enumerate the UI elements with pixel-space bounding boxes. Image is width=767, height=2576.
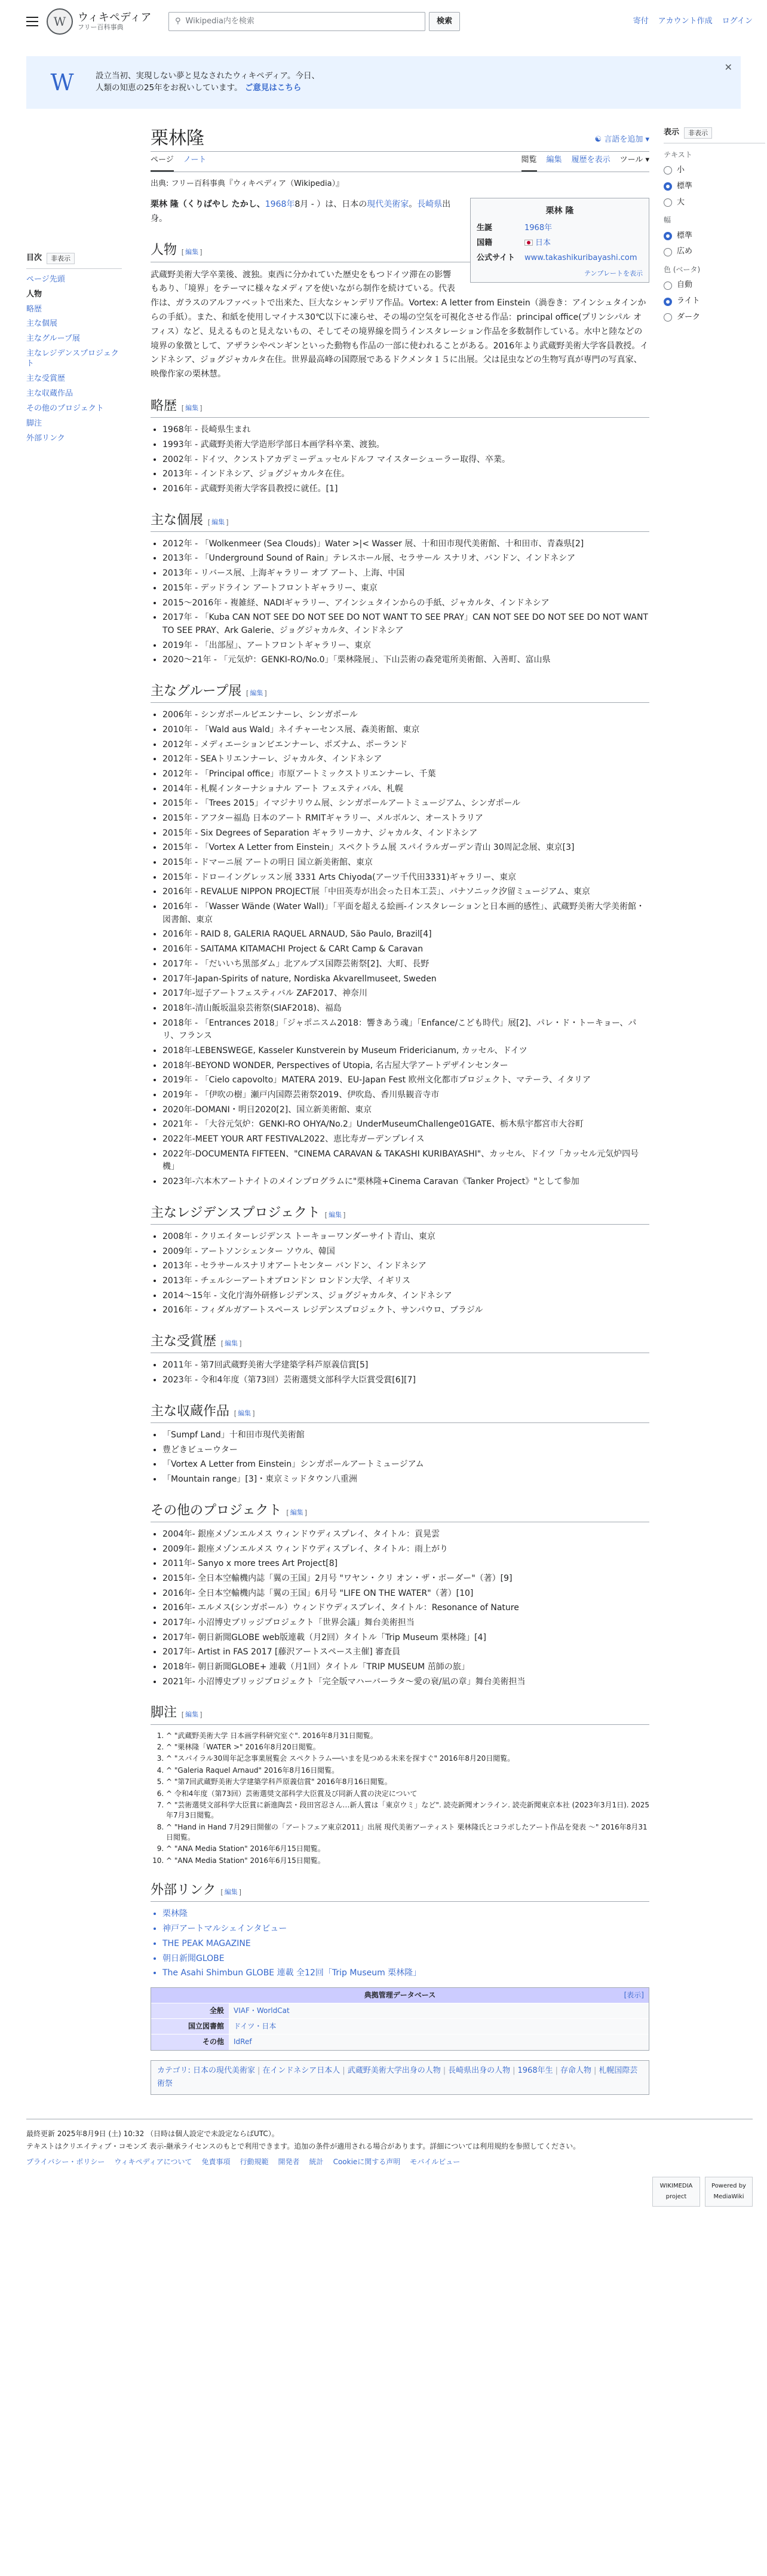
infobox-row: 生誕 1968年 xyxy=(477,224,553,233)
option-label: 標準 xyxy=(677,181,693,191)
list-item: • 2019年 - 「伊吹の樹」瀬戸内国際芸術祭2019、伊吹島、香川県観音寺市 xyxy=(162,1089,649,1102)
category-separator: | xyxy=(513,2066,516,2075)
list-item: • 2015年 - アフター福島 日本のアート RMITギャラリー、メルボルン、オーストラリア xyxy=(162,812,649,825)
edit-link[interactable]: 編集 xyxy=(290,1509,303,1516)
list-item: • 2015年 - Six Degrees of Separation ギャラリーカナ、ジャカルタ、インドネシア xyxy=(162,827,649,840)
group-list xyxy=(162,709,649,1189)
appearance-hide-button[interactable]: 非表示 xyxy=(684,127,712,139)
tab-talk[interactable]: ノート xyxy=(183,155,207,165)
list-item: • 2010年 - 「Wald aus Wald」ネイチャーセンス展、森美術館、東京 xyxy=(162,724,649,737)
list-item: • 2012年 - SEAトリエンナーレ、ジャカルタ、インドネシア xyxy=(162,753,649,766)
logo-subtitle: フリー百科事典 xyxy=(78,23,124,32)
list-item: • 2006年 - シンガポールビエンナーレ、シンガポール xyxy=(162,709,649,722)
option-width[interactable] xyxy=(664,246,765,258)
toc-item[interactable]: 主な収蔵作品 xyxy=(26,388,73,398)
option-group-label: 色 (ベータ) xyxy=(664,265,701,274)
option-label: 小 xyxy=(677,165,685,175)
authority-toggle[interactable]: [表示] xyxy=(624,1990,644,1999)
section-title: 主なレジデンスプロジェクト xyxy=(151,1204,320,1220)
reference-item: 2. ^ "栗林隆「WATER >" 2016年8月20日閲覧。 xyxy=(166,1742,649,1752)
category-link[interactable]: 在インドネシア日本人 xyxy=(262,2066,340,2075)
edit-link[interactable]: 編集 xyxy=(225,1340,238,1348)
toc-item[interactable]: 主なグループ展 xyxy=(26,334,80,344)
edit-section-link[interactable]: [ 編集 ] xyxy=(208,518,229,526)
tab-edit[interactable]: 編集 xyxy=(546,155,562,165)
list-item: • 2019年 - 「Cielo capovolto」MATERA 2019、EU-Japan Fest 欧州文化都市プロジェクト、マテーラ、イタリア xyxy=(162,1074,649,1087)
radio-icon[interactable] xyxy=(664,282,672,290)
section-heading-group xyxy=(151,680,649,703)
category-link[interactable]: 武蔵野美術大学出身の人物 xyxy=(347,2066,441,2075)
edit-section-link[interactable]: [ 編集 ] xyxy=(182,404,203,412)
header xyxy=(0,0,767,43)
list-item: • 1993年 - 武蔵野美術大学造形学部日本画学科卒業、渡独。 xyxy=(162,439,649,452)
reference-item: 10. ^ "ANA Media Station" 2016年6月15日閲覧。 xyxy=(166,1856,649,1866)
list-item: • 2002年 - ドイツ、クンストアカデミーデュッセルドルフ マイスターシューラー取得、卒業。 xyxy=(162,454,649,467)
category-separator: | xyxy=(555,2066,558,2075)
search-form xyxy=(168,12,460,31)
list-item: • 2016年 - REVALUE NIPPON PROJECT展「中田英寿が出会った日本工芸」、パナソニック汐留ミュージアム、東京 xyxy=(162,886,649,899)
solo-list xyxy=(162,538,649,667)
infobox xyxy=(470,198,649,283)
list-item: • 2022年-DOCUMENTA FIFTEEN、"CINEMA CARAVAN & TAKASHI KURIBAYASHI"、カッセル、ドイツ「カッセル元気炉四号機」 xyxy=(162,1148,649,1174)
authority-value[interactable]: VIAF・WorldCat xyxy=(229,2003,649,2019)
toc-item[interactable]: 主な個展 xyxy=(26,319,58,329)
list-item: • 2016年 - SAITAMA KITAMACHI Project & CARt Camp & Caravan xyxy=(162,943,649,956)
list-item: • 2015～2016年 - 複雑経、NADIギャラリー、アインシュタインからの手紙、ジャカルタ、インドネシア xyxy=(162,597,649,610)
edit-link[interactable]: 編集 xyxy=(185,1711,199,1719)
collections-list xyxy=(162,1429,649,1486)
search-icon: ⚲ xyxy=(175,16,181,26)
toc-item[interactable]: 外部リンク xyxy=(26,433,65,443)
toc-item[interactable]: 主な受賞歴 xyxy=(26,374,66,384)
list-item: • 2017年- Artist in FAS 2017 [藤沢アートスペース主催] 審査員 xyxy=(162,1646,649,1659)
list-item: • 2008年 - クリエイターレジデンス トーキョーワンダーサイト青山、東京 xyxy=(162,1231,649,1244)
edit-section-link[interactable]: [ 編集 ] xyxy=(182,249,203,256)
tab-read[interactable]: 閲覧 xyxy=(521,154,537,172)
list-item[interactable]: • The Asahi Shimbun GLOBE 連載 全12回「Trip Museum 栗林隆」 xyxy=(162,1967,649,1980)
category-link[interactable]: 長崎県出身の人物 xyxy=(448,2066,511,2075)
appearance-title: 表示 xyxy=(664,128,680,137)
list-item: • 2021年 - 「大谷元気炉：GENKI-RO OHYA/No.2」UnderMuseumChallenge01GATE、栃木県宇都宮市大谷町 xyxy=(162,1118,649,1131)
notes-list xyxy=(166,1731,649,1867)
list-item: • 2016年 - フィダルガアートスペース レジデンスプロジェクト、サンパウロ、ブラジル xyxy=(162,1304,649,1317)
external-list xyxy=(162,1908,649,1980)
section-heading-awards xyxy=(151,1330,649,1353)
radio-icon[interactable] xyxy=(664,182,672,191)
section-heading-other xyxy=(151,1500,649,1522)
create-account-link[interactable]: アカウント作成 xyxy=(658,16,713,26)
list-item: • 2015年- 全日本空輸機内誌「翼の王国」2月号 "ワヤン・クリ オン・ザ・ボーダー"（著）[9] xyxy=(162,1572,649,1586)
banner-message: 設立当初、実現しない夢と見なされたウィキペディア。今日、 人類の知恵の25年をお祝いしています。 ご意見はこちら xyxy=(96,71,320,93)
infobox-title: 栗林 隆 xyxy=(545,206,574,216)
radio-icon[interactable] xyxy=(664,198,672,207)
list-item: • 2011年- Sanyo x more trees Art Project[8] xyxy=(162,1558,649,1571)
logo-title: ウィキペディア xyxy=(78,11,152,24)
reference-item: 7. ^ "芸術選奨文部科学大臣賞に新進陶芸・段田宮忍さん…新人賞は「東京ウミ」など". 読売新聞オンライン. 読売新聞東京本社 (2023年3月1日). 2025年7月3日閲覧。 xyxy=(166,1800,649,1821)
section-heading-notes xyxy=(151,1702,649,1724)
list-item[interactable]: • THE PEAK MAGAZINE xyxy=(162,1938,649,1951)
option-color[interactable] xyxy=(664,295,765,308)
section-heading-solo xyxy=(151,509,649,532)
reference-item: 9. ^ "ANA Media Station" 2016年6月15日閲覧。 xyxy=(166,1844,649,1854)
section-heading-history xyxy=(151,395,649,418)
list-item: • 2016年- エルメス(シンガポール）ウィンドウディスプレイ、タイトル：Resonance of Nature xyxy=(162,1602,649,1615)
category-link[interactable]: 存命人物 xyxy=(560,2066,591,2075)
section-title: 主な収蔵作品 xyxy=(151,1403,230,1418)
list-item: • 2016年 - RAID 8, GALERIA RAQUEL ARNAUD, São Paulo, Brazil[4] xyxy=(162,928,649,941)
list-item: • 2016年- 全日本空輸機内誌「翼の王国」6月号 "LIFE ON THE WATER"（著）[10] xyxy=(162,1587,649,1601)
footer-link[interactable]: プライバシー・ポリシー xyxy=(26,2158,105,2167)
option-group-label: テキスト xyxy=(664,150,692,159)
list-item: • 2015年 - デッドライン アートフロントギャラリー、東京 xyxy=(162,582,649,595)
edit-section-link[interactable]: [ 編集 ] xyxy=(220,1889,241,1896)
option-label: 自動 xyxy=(677,280,693,290)
list-item: • 2020年-DOMANI・明日2020[2]、国立新美術館、東京 xyxy=(162,1104,649,1117)
list-item: • 豊どきビューウター xyxy=(162,1444,649,1457)
tab-page[interactable]: ページ xyxy=(151,154,174,172)
toc-item[interactable]: 人物 xyxy=(26,289,42,299)
footer-link[interactable]: 免責事項 xyxy=(201,2158,231,2167)
section-title: 脚注 xyxy=(151,1705,177,1720)
list-item: • 2018年-BEYOND WONDER, Perspectives of Utopia, 名古屋大学アートデザインセンター xyxy=(162,1060,649,1073)
list-item: • 2021年- 小沼博史ブリッジプロジェクト「完全版マハーバーラタ～愛の衰/凪の章」舞台美術担当 xyxy=(162,1676,649,1689)
search-button[interactable]: 検索 xyxy=(429,12,460,31)
footer-link[interactable]: 行動規範 xyxy=(240,2158,269,2167)
footer xyxy=(26,2119,753,2238)
login-link[interactable]: ログイン xyxy=(722,16,753,26)
section-title: 主なグループ展 xyxy=(151,683,242,698)
search-input[interactable]: ⚲ Wikipedia内を検索 xyxy=(168,12,425,31)
authority-key: 全般 xyxy=(151,2003,229,2019)
radio-icon[interactable] xyxy=(664,166,672,175)
edit-section-link[interactable]: [ 編集 ] xyxy=(182,1711,203,1719)
globe-icon: W xyxy=(47,8,73,35)
section-heading-external xyxy=(151,1879,649,1902)
list-item: • 2009年- 銀座メゾンエルメス ウィンドウディスプレイ、タイトル：雨上がり xyxy=(162,1543,649,1556)
list-item: • 2013年 - セラサールスナリオアートセンター バンドン、インドネシア xyxy=(162,1260,649,1273)
add-language-button[interactable]: ☯ 言語を追加 ▾ xyxy=(594,135,649,145)
license-text: テキストはクリエイティブ・コモンズ 表示-継承ライセンスのもとで利用できます。追加の条件が適用される場合があります。詳細については利用規約を参照してください。 xyxy=(26,2142,581,2151)
list-item: • 2019年 - 「出部屋」、アートフロントギャラリー、東京 xyxy=(162,640,649,653)
page-tabs xyxy=(151,152,649,172)
list-item: • 2023年-六本木アートナイトのメインプログラムに"栗林隆+Cinema Caravan《Tanker Project》"として参加 xyxy=(162,1176,649,1189)
edit-link[interactable]: 編集 xyxy=(185,249,199,256)
option-label: 広め xyxy=(677,247,693,256)
edit-link[interactable]: 編集 xyxy=(224,1889,238,1896)
footer-link[interactable]: 開発者 xyxy=(278,2158,300,2167)
option-label: 大 xyxy=(677,197,685,207)
option-width[interactable] xyxy=(664,230,765,243)
list-item: • 2017年- 朝日新聞GLOBE web版連載（月2回）タイトル「Trip Museum 栗林隆」[4] xyxy=(162,1632,649,1645)
section-heading-collections xyxy=(151,1400,649,1423)
edit-link[interactable]: 編集 xyxy=(211,518,225,526)
list-item: • 2015年 - ドマーニ展 アートの明日 国立新美術館、東京 xyxy=(162,856,649,870)
edit-section-link[interactable]: [ 編集 ] xyxy=(324,1211,346,1219)
radio-icon[interactable] xyxy=(664,232,672,240)
edit-section-link[interactable]: [ 編集 ] xyxy=(234,1409,255,1417)
list-item: • 2018年 - 「Entrances 2018」「ジャポニスム2018：響きあう魂」「Enfance/こども時代」展[2]、パレ・ド・トーキョー、パリ、フランス xyxy=(162,1017,649,1043)
banner-link[interactable]: ご意見はこちら xyxy=(244,83,302,93)
toc-item[interactable]: 脚注 xyxy=(26,418,42,428)
footer-link[interactable]: Cookieに関する声明 xyxy=(333,2158,401,2167)
residency-list xyxy=(162,1231,649,1317)
section-title: 主な個展 xyxy=(151,512,204,527)
list-item: • 2014～15年 - 文化庁海外研修レジデンス、ジョグジャカルタ、インドネシア xyxy=(162,1290,649,1303)
category-separator: | xyxy=(443,2066,446,2075)
wikipedia-logo[interactable] xyxy=(47,8,160,35)
list-item: • 2020～21年 - 「元気炉：GENKI-RO/No.0」「栗林隆展」、下山芸術の森発電所美術館、入善町、富山県 xyxy=(162,654,649,667)
list-item: • 2017年 - 「だいいち黒部ダム」北アルプス国際芸術祭[2]、大町、長野 xyxy=(162,958,649,971)
list-item: • 2012年 - 「Wolkenmeer (Sea Clouds)」Water >|< Wasser 展、十和田市現代美術館、十和田市、青森県[2] xyxy=(162,538,649,551)
list-item: • 2011年 - 第7回武蔵野美術大学建築学科芦原義信賞[5] xyxy=(162,1359,649,1372)
toc-item[interactable]: ページ先頭 xyxy=(26,274,65,284)
authority-row xyxy=(151,2003,649,2019)
list-item: • 2015年 - 「Trees 2015」イマジナリウム展、シンガポールアートミュージアム、シンガポール xyxy=(162,797,649,810)
lead-paragraph: 栗林 隆（くりばやし たかし、1968年8月 - ）は、日本の現代美術家。長崎県出身。 xyxy=(151,199,451,224)
close-icon[interactable]: ✕ xyxy=(724,62,732,73)
option-text[interactable] xyxy=(664,180,765,193)
category-separator: | xyxy=(342,2066,345,2075)
option-group-label: 幅 xyxy=(664,216,671,225)
list-item[interactable]: • 栗林隆 xyxy=(162,1908,649,1921)
list-item: • 2017年-Japan-Spirits of nature, Nordiska Akvarellmuseet, Sweden xyxy=(162,973,649,986)
edit-link[interactable]: 編集 xyxy=(329,1211,342,1219)
source-note: 出典: フリー百科事典『ウィキペディア（Wikipedia）』 xyxy=(151,179,344,188)
radio-icon[interactable] xyxy=(664,248,672,256)
list-item: • 2016年 - 武蔵野美術大学客員教授に就任。[1] xyxy=(162,483,649,496)
option-color[interactable] xyxy=(664,311,765,324)
reference-item: 5. ^ "第7回武蔵野美術大学建築学科芦原義信賞" 2016年8月16日閲覧。 xyxy=(166,1777,649,1787)
list-item[interactable]: • 朝日新聞GLOBE xyxy=(162,1953,649,1966)
list-item: • 2018年-LEBENSWEGE, Kasseler Kunstverein by Museum Fridericianum, カッセル、ドイツ xyxy=(162,1045,649,1058)
history-list xyxy=(162,424,649,495)
edit-link[interactable]: 編集 xyxy=(250,689,263,697)
tab-history[interactable]: 履歴を表示 xyxy=(571,155,610,165)
edit-section-link[interactable]: [ 編集 ] xyxy=(221,1340,242,1348)
list-item: • 2012年 - メディエーションビエンナーレ、ポズナム、ポーランド xyxy=(162,739,649,752)
category-link[interactable]: 1968年生 xyxy=(517,2066,553,2075)
wikipedia-25-logo: W xyxy=(50,69,74,96)
list-item: • 2018年- 朝日新聞GLOBE+ 連載（月1回）タイトル「TRIP MUSEUM 茁師の旅」 xyxy=(162,1661,649,1674)
list-item: • 2013年 - 「Underground Sound of Rain」テレスホール展、セラサール スナリオ、バンドン、インドネシア xyxy=(162,552,649,565)
section-title: 外部リンク xyxy=(151,1882,216,1898)
list-item: • 「Vortex A Letter from Einstein」シンガポールアートミュージアム xyxy=(162,1458,649,1471)
wikimedia-badge[interactable]: WIKIMEDIA project xyxy=(652,2177,700,2207)
main-menu-icon[interactable] xyxy=(26,17,38,26)
option-label: ダーク xyxy=(677,312,701,322)
authority-row xyxy=(151,2019,649,2035)
reference-item: 8. ^ "Hand in Hand 7月29日開催の「アートフェア東京2011」出展 現代美術アーティスト 栗林隆氏とコラボしたアート作品を発表 〜" 2016年8月31日閲覧。 xyxy=(166,1822,649,1843)
authority-value[interactable]: IdRef xyxy=(229,2035,649,2050)
section-title: 人物 xyxy=(151,242,177,258)
reference-item: 3. ^ "スパイラル30周年記念事業展覧会 スペクトラム──いまを見つめる未来を探すぐ" 2016年8月20日閲覧。 xyxy=(166,1754,649,1764)
category-link[interactable]: 日本の現代美術家 xyxy=(193,2066,256,2075)
table-of-contents xyxy=(26,127,122,2095)
list-item: • 「Mountain range」[3]・東京ミッドタウン八重洲 xyxy=(162,1473,649,1486)
option-text[interactable] xyxy=(664,197,765,209)
edit-section-link[interactable]: [ 編集 ] xyxy=(286,1509,307,1516)
toc-hide-button[interactable]: 非表示 xyxy=(47,253,75,265)
awards-list xyxy=(162,1359,649,1387)
fundraising-banner xyxy=(26,56,741,109)
list-item: • 2017年- 小沼博史ブリッジプロジェクト「世界会議」舞台美術担当 xyxy=(162,1617,649,1630)
list-item: • 2018年-清山飯坂温泉芸術祭(SIAF2018)、福島 xyxy=(162,1002,649,1015)
infobox-row: 公式サイト www.takashikuribayashi.com xyxy=(477,253,637,262)
authority-control: 典拠管理データベース [表示] 全般 VIAF・WorldCat 国立図書館 ドイツ・日本 その他 IdRef xyxy=(151,1987,649,2051)
section-title: 略歴 xyxy=(151,397,177,413)
authority-key: 国立図書館 xyxy=(151,2019,229,2035)
edit-section-link[interactable]: [ 編集 ] xyxy=(246,689,267,697)
donate-link[interactable]: 寄付 xyxy=(633,16,649,26)
list-item: • 1968年 - 長崎県生まれ xyxy=(162,424,649,437)
authority-value[interactable]: ドイツ・日本 xyxy=(229,2019,649,2035)
option-color[interactable] xyxy=(664,279,765,292)
toc-item[interactable]: その他のプロジェクト xyxy=(26,403,104,413)
list-item: • 2014年 - 札幌インターナショナル アート フェスティバル、札幌 xyxy=(162,783,649,796)
list-item: • 2016年 - 「Wasser Wände (Water Wall)」「平面を超える絵画-インスタレーションと日本画的感性」、武蔵野美術大学美術館・図書館、東京 xyxy=(162,901,649,926)
category-link[interactable]: 札幌国際芸術祭 xyxy=(157,2066,638,2088)
option-label: 標準 xyxy=(677,231,693,240)
radio-icon[interactable] xyxy=(664,313,672,322)
authority-key: その他 xyxy=(151,2035,229,2050)
category-separator: | xyxy=(257,2066,260,2075)
footer-link[interactable]: 統計 xyxy=(309,2158,324,2167)
section-title: 主な受賞歴 xyxy=(151,1333,217,1349)
edit-link[interactable]: 編集 xyxy=(238,1409,251,1417)
toc-title: 目次 xyxy=(26,253,42,262)
list-item: • 2013年 - チェルシーアートオブロンドン ロンドン大学、イギリス xyxy=(162,1275,649,1288)
toc-item[interactable]: 略歴 xyxy=(26,304,42,314)
footer-link[interactable]: モバイルビュー xyxy=(410,2158,461,2167)
section-heading-residency xyxy=(151,1202,649,1225)
reference-item: 6. ^ 令和4年度（第73回）芸術選奨文部科学大臣賞及び同新人賞の決定について xyxy=(166,1789,649,1799)
list-item: • 2022年-MEET YOUR ART FESTIVAL2022、恵比寿ガーデンプレイス xyxy=(162,1133,649,1146)
appearance-panel xyxy=(664,127,765,2095)
footer-link[interactable]: ウィキペディアについて xyxy=(114,2158,192,2167)
list-item: • 「Sumpf Land」十和田市現代美術館 xyxy=(162,1429,649,1442)
radio-icon[interactable] xyxy=(664,298,672,306)
mediawiki-badge[interactable]: Powered by MediaWiki xyxy=(705,2177,753,2207)
template-link[interactable]: テンプレートを表示 xyxy=(584,269,643,277)
category-separator: | xyxy=(594,2066,597,2075)
list-item: • 2017年-逗子アートフェスティバル ZAF2017、神奈川 xyxy=(162,987,649,1001)
list-item: • 2015年 - 「Vortex A Letter from Einstein」スペクトラム展 スパイラルガーデン青山 30周記念展、東京[3] xyxy=(162,842,649,855)
other-list xyxy=(162,1528,649,1689)
list-item[interactable]: • 神戸アートマルシェインタビュー xyxy=(162,1923,649,1936)
list-item: • 2015年 - ドローイングレッスン展 3331 Arts Chiyoda(アーツ千代田3331)ギャラリー、東京 xyxy=(162,871,649,885)
reference-item: 1. ^ "武蔵野美術大学 日本画学科研究室ぐ". 2016年8月31日閲覧。 xyxy=(166,1731,649,1741)
tab-tools[interactable]: ツール ▾ xyxy=(619,155,649,165)
user-links xyxy=(633,16,753,28)
list-item: • 2004年- 銀座メゾンエルメス ウィンドウディスプレイ、タイトル：貢晃雲 xyxy=(162,1528,649,1541)
infobox-row: 国籍 日本 xyxy=(477,238,551,247)
page-title: 栗林隆 xyxy=(151,129,204,148)
option-text[interactable] xyxy=(664,164,765,177)
list-item: • 2009年 - アートソンシェンター ソウル、韓国 xyxy=(162,1246,649,1259)
edit-link[interactable]: 編集 xyxy=(185,404,199,412)
list-item: • 2013年 - インドネシア、ジョグジャカルタ在住。 xyxy=(162,468,649,481)
list-item: • 2013年 - リバース展、上海ギャラリー オブ アート、上海、中国 xyxy=(162,567,649,580)
categories-label[interactable]: カテゴリ: xyxy=(157,2066,191,2075)
option-label: ライト xyxy=(677,296,700,306)
authority-row xyxy=(151,2035,649,2050)
japan-flag-icon xyxy=(524,240,533,246)
categories xyxy=(151,2060,649,2095)
list-item: • 2017年 - 「Kuba CAN NOT SEE DO NOT SEE DO NOT WANT TO SEE PRAY」CAN NOT SEE DO NOT SEE DO NOT WANT TO SEE PRAY、Ark Galerie、ジョグジャカルタ、インドネシア xyxy=(162,611,649,637)
section-title: その他のプロジェクト xyxy=(151,1502,282,1518)
last-modified: 最終更新 2025年8月9日 (土) 10:32 （日時は個人設定で未設定ならばUTC）。 xyxy=(26,2129,279,2138)
person-paragraph: 武蔵野美術大学卒業後、渡独。東西に分かれていた歴史をもつドイツ滞在の影響もあり、「境界」をテーマに様々なメディアを使いながら制作を続けている。代表作は、ガラスのアルファベットで出来た、巨大なシャンデリア作品。Vortex: A letter from Einstein（渦巻き：アインシュタインからの手紙）。また、和紙を使用しマイナス30℃以下に凍らせ、その場の空気を可視化させる作品：principal office(プリンシパル オフィス）など、見えるものと見えないもの、そしてその境界線を問うインスタレーション作品を多数制作している。水中と陸などの境界の象徴として、アザラシやペンギンといった動物も作品の一部に使われることがある。2016年より武蔵野美術大学客員教授。インドネシア、ジョグジャカルタ在住。世界最高峰の国際展であるドクメンタ１５に出展。父は昆虫などの生物写真が専門の写真家、映像作家の栗林慧。 xyxy=(151,270,649,380)
list-item: • 2012年 - 「Principal office」市原アートミックストリエンナーレ、千葉 xyxy=(162,768,649,781)
article xyxy=(151,127,649,2095)
reference-item: 4. ^ "Galeria Raquel Arnaud" 2016年8月16日閲覧。 xyxy=(166,1766,649,1776)
toc-item[interactable]: 主なレジデンスプロジェクト xyxy=(26,349,119,369)
list-item: • 2023年 - 令和4年度（第73回）芸術選奨文部科学大臣賞受賞[6][7] xyxy=(162,1374,649,1387)
